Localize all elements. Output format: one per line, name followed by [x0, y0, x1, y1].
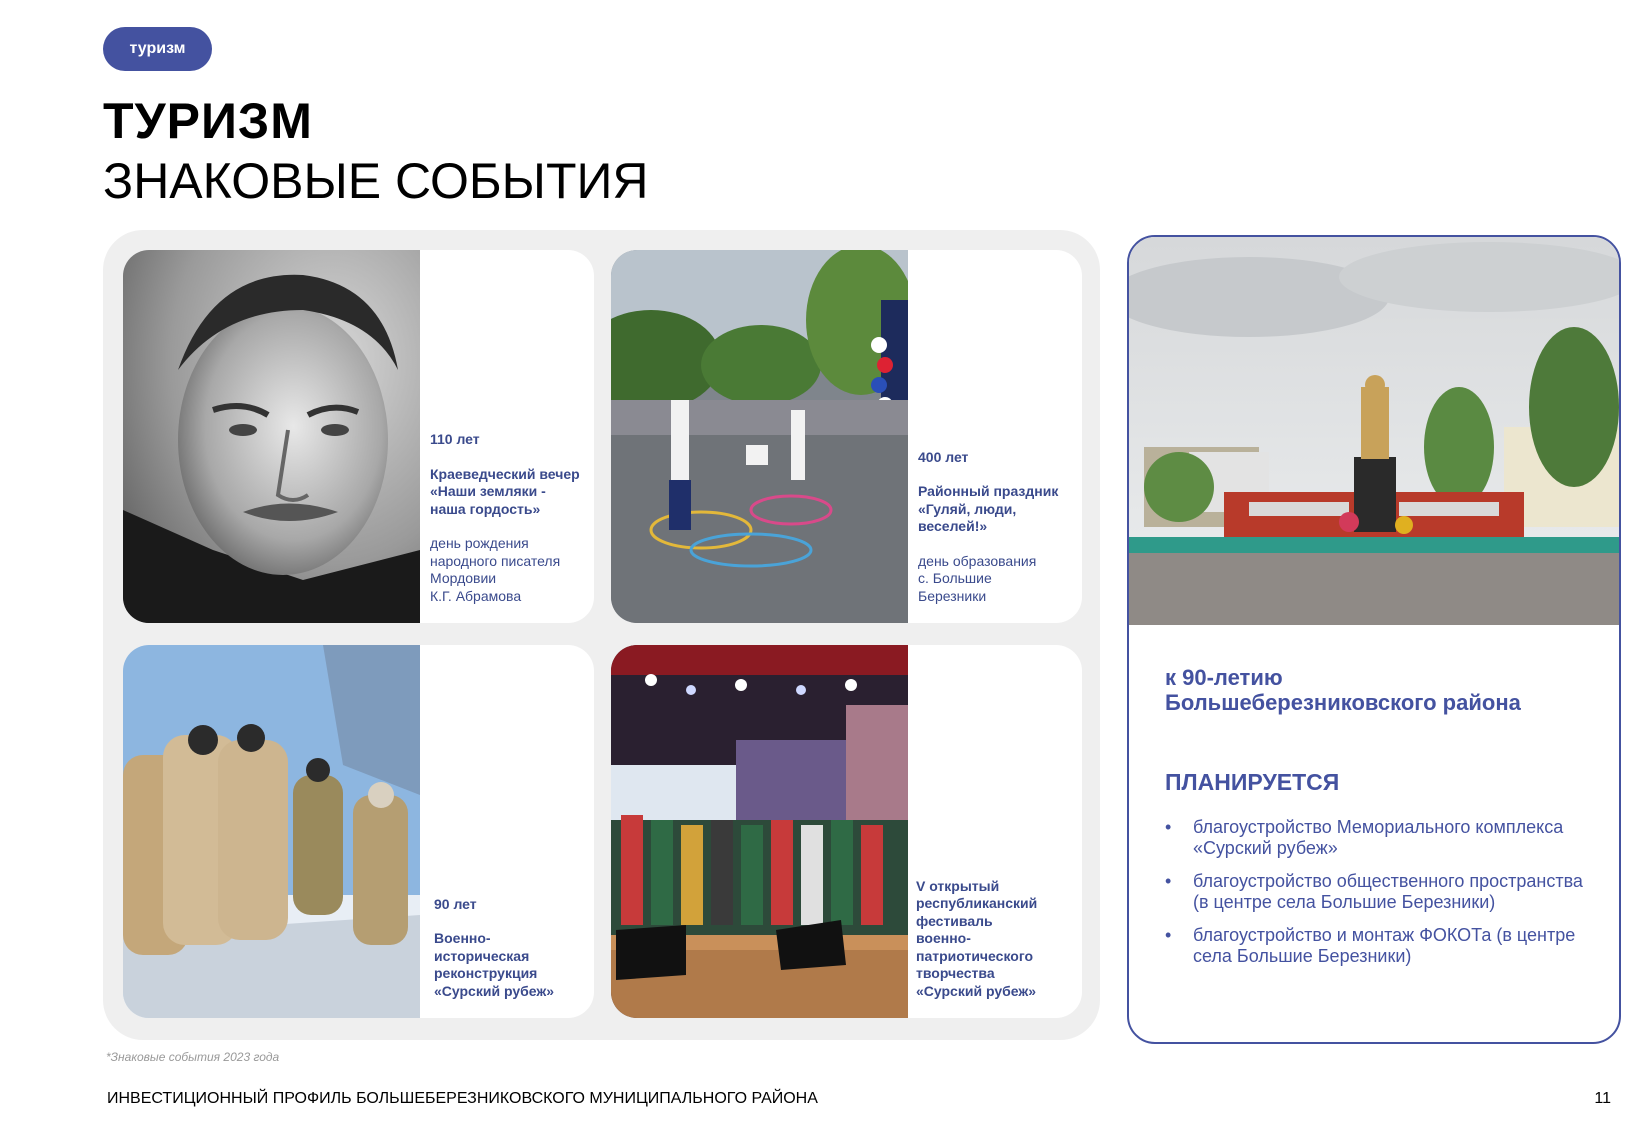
event-name-line: патриотического	[916, 947, 1034, 964]
page-title: ТУРИЗМ	[103, 93, 313, 149]
stage-image	[611, 645, 908, 1018]
event-name-line: V открытый	[916, 877, 1000, 894]
event-name-line: наша гордость»	[430, 500, 541, 517]
reconstruction-photo	[123, 645, 420, 1018]
category-tag-label: туризм	[129, 40, 186, 57]
event-card-reconstruction	[123, 645, 594, 1018]
anniversary-heading	[1165, 665, 1521, 715]
event-name-line: «Гуляй, люди,	[918, 500, 1017, 517]
stage-photo	[611, 645, 908, 1018]
page-number: 11	[1594, 1090, 1611, 1107]
event-card-stage-festival	[611, 645, 1082, 1018]
footer-title: ИНВЕСТИЦИОННЫЙ ПРОФИЛЬ БОЛЬШЕБЕРЕЗНИКОВСКОГО МУНИЦИПАЛЬНОГО РАЙОНА	[107, 1090, 818, 1107]
event-desc-line: Березники	[918, 587, 987, 604]
page-subtitle: ЗНАКОВЫЕ СОБЫТИЯ	[103, 153, 649, 209]
event-card-festival	[611, 250, 1082, 623]
event-name-line: «Сурский рубеж»	[916, 982, 1037, 999]
event-name-line: «Сурский рубеж»	[434, 982, 555, 999]
event-desc-line: народного писателя	[430, 552, 561, 569]
event-name-line: творчества	[916, 965, 995, 981]
event-name-line: историческая	[434, 947, 530, 964]
event-text-stage-festival	[916, 878, 1078, 1001]
event-name-line: фестиваль	[916, 912, 993, 929]
plan-item: • благоустройство Мемориального комплекса «Сурский рубеж»	[1165, 817, 1585, 859]
event-desc-line: с. Большие	[918, 570, 992, 586]
event-name-line: реконструкция	[434, 965, 538, 981]
plan-item: • благоустройство общественного пространства (в центре села Большие Березники)	[1165, 871, 1585, 913]
event-desc-line: К.Г. Абрамова	[430, 587, 522, 604]
reconstruction-image	[123, 645, 420, 1018]
category-tag	[103, 27, 212, 71]
festival-image	[611, 250, 908, 623]
event-desc-line: день рождения	[430, 535, 529, 551]
event-years: 400 лет	[918, 448, 969, 465]
event-name-line: «Наши земляки -	[430, 483, 546, 499]
event-years: 110 лет	[430, 431, 480, 447]
event-name-line: республиканский	[916, 895, 1038, 911]
memorial-image	[1129, 237, 1619, 625]
festival-photo	[611, 250, 908, 623]
event-name-line: Военно-	[434, 930, 491, 946]
event-name-line: Краеведческий вечер	[430, 465, 580, 482]
plan-heading: ПЛАНИРУЕТСЯ	[1165, 769, 1340, 795]
event-name-line: веселей!»	[918, 518, 988, 534]
footnote: *Знаковые события 2023 года	[106, 1050, 280, 1064]
anniversary-card	[1127, 235, 1621, 1044]
event-text-festival	[918, 449, 1078, 606]
event-desc-line: Мордовии	[430, 570, 497, 586]
plan-list	[1165, 817, 1585, 979]
event-text-abramov	[430, 431, 590, 605]
event-name-line: военно-	[916, 930, 971, 946]
portrait-image	[123, 250, 420, 623]
event-text-reconstruction	[434, 896, 590, 1001]
event-years: 90 лет	[434, 895, 477, 912]
memorial-photo	[1129, 237, 1619, 625]
event-name-line: Районный праздник	[918, 483, 1059, 499]
plan-item: • благоустройство и монтаж ФОКОТа (в центре села Большие Березники)	[1165, 925, 1585, 967]
events-panel	[103, 230, 1100, 1040]
event-desc-line: день образования	[918, 552, 1037, 569]
anniversary-line: Большеберезниковского района	[1165, 690, 1521, 715]
portrait-photo	[123, 250, 420, 623]
anniversary-line: к 90-летию	[1165, 665, 1283, 690]
event-card-abramov	[123, 250, 594, 623]
